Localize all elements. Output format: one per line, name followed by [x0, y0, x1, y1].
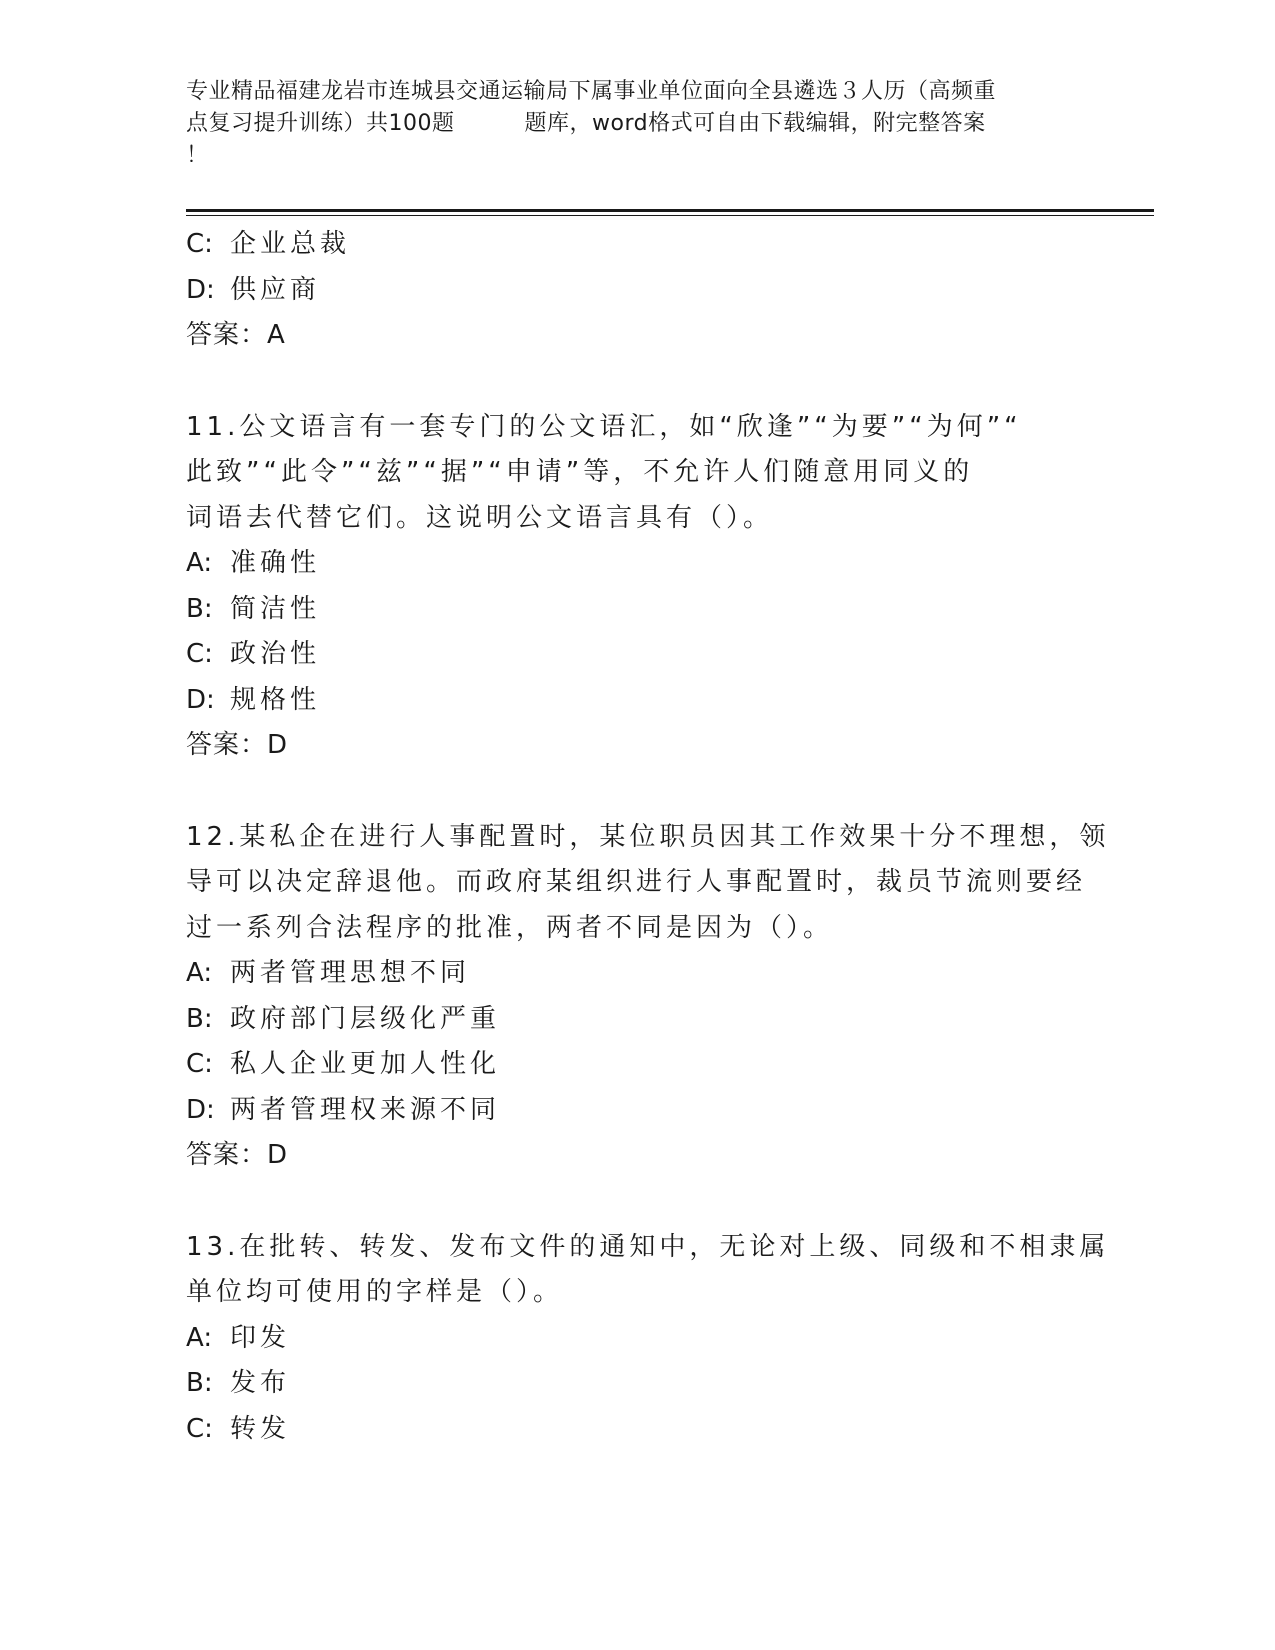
q12-answer: 答案：D	[186, 1140, 289, 1170]
question-13-line-2: 单位均可使用的字样是（）。	[186, 1277, 564, 1307]
q11-option-a: A: 准确性	[186, 548, 321, 578]
header-rule-thin	[186, 215, 1154, 216]
answer-line: 答案：A	[186, 320, 286, 350]
q13-option-b: B: 发布	[186, 1368, 291, 1398]
q12-option-b: B: 政府部门层级化严重	[186, 1003, 501, 1034]
question-11-line-3: 词语去代替它们。这说明公文语言具有（）。	[186, 502, 774, 533]
q12-option-a: A: 两者管理思想不同	[186, 958, 471, 988]
question-13-line-1: 13.在批转、转发、发布文件的通知中，无论对上级、同级和不相隶属	[186, 1231, 1110, 1262]
document-body	[186, 222, 1110, 1452]
header-title-line-1: 专业精品福建龙岩市连城县交通运输局下属事业单位面向全县遴选３人历（高频重	[186, 79, 997, 104]
option-c: C: 企业总裁	[186, 229, 351, 259]
q12-option-d: D: 两者管理权来源不同	[186, 1094, 501, 1125]
question-12-line-1: 12.某私企在进行人事配置时，某位职员因其工作效果十分不理想，领	[186, 821, 1110, 852]
document-header	[186, 76, 1086, 172]
question-11-line-1: 11.公文语言有一套专门的公文语汇，如“欣逢”“为要”“为何”“	[186, 411, 1022, 442]
header-title-line-2a: 点复习提升训练）共100题	[186, 111, 455, 136]
q13-option-c: C: 转发	[186, 1413, 291, 1444]
q12-option-c: C: 私人企业更加人性化	[186, 1049, 501, 1079]
question-12-line-2: 导可以决定辞退他。而政府某组织进行人事配置时，裁员节流则要经	[186, 867, 1087, 897]
header-title-line-2b: 题库，word格式可自由下载编辑，附完整答案	[524, 111, 986, 136]
header-title-line-3: ！	[186, 143, 209, 168]
q11-option-b: B: 简洁性	[186, 593, 321, 624]
header-rule-thick	[186, 209, 1154, 212]
question-11-line-2: 此致”“此令”“兹”“据”“申请”等，不允许人们随意用同义的	[186, 457, 974, 487]
question-12-line-3: 过一系列合法程序的批准，两者不同是因为（）。	[186, 912, 834, 943]
option-d: D: 供应商	[186, 274, 321, 305]
q11-option-d: D: 规格性	[186, 684, 321, 715]
q11-answer: 答案：D	[186, 730, 289, 760]
header-title-line-2	[186, 108, 1086, 140]
q11-option-c: C: 政治性	[186, 639, 321, 669]
q13-option-a: A: 印发	[186, 1322, 291, 1353]
